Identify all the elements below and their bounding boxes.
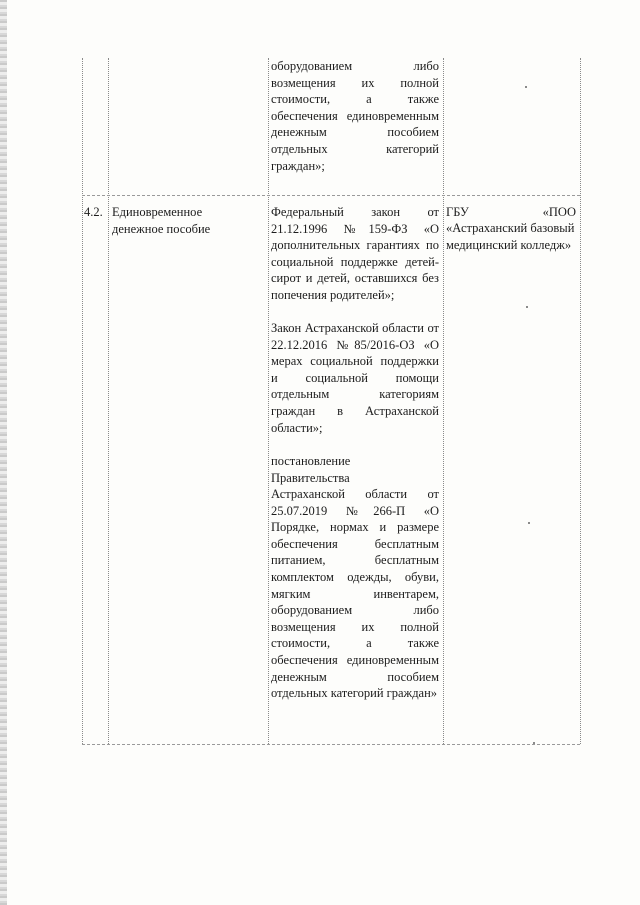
table-border-left <box>82 58 83 744</box>
continued-legal-basis: оборудованием либо возмещения их полной стоимости, а также обеспечения единовременным денежным пособием отдельных категорий граждан»; <box>271 59 439 173</box>
scan-speck <box>526 306 528 308</box>
benefit-name: Единовременное денежное пособие <box>112 205 211 236</box>
scan-speck <box>528 522 530 524</box>
legal-basis-federal-law: Федеральный закон от 21.12.1996 №159-ФЗ «О дополнительных гарантиях по социальной поддержке детей-сирот и детей, оставшихся без попечения родителей»; <box>271 205 439 302</box>
table-border-number <box>108 58 109 744</box>
scan-edge-artifact <box>0 0 7 905</box>
row-divider <box>82 195 580 196</box>
row-number: 4.2. <box>84 205 103 219</box>
legal-basis-resolution: Астраханской области от 25.07.2019 №266-П «О Порядке, нормах и размере обеспечения бесплатным питанием, бесплатным комплектом одежды, обуви, мягким инвентарем, оборудованием либо возмещения их полной стоимости, а также обеспечения единовременным денежным пособием отдельных категорий граждан» <box>271 487 439 701</box>
legal-basis-government-word: Правительства <box>271 471 350 485</box>
table-border-right <box>580 58 581 744</box>
provider-name-rest: «Астраханский базовый медицинский колледж» <box>446 221 575 252</box>
scan-speck <box>525 86 527 88</box>
legal-basis-resolution-word: постановление <box>271 454 351 468</box>
scan-speck <box>533 742 535 744</box>
table-border-benefit <box>268 58 269 744</box>
provider-name-line1: ГБУ «ПОО <box>446 205 576 219</box>
legal-basis-regional-law: Закон Астраханской области от 22.12.2016 №85/2016-ОЗ «О мерах социальной поддержки и социальной помощи отдельным категориям граждан в Астраханской области»; <box>271 321 439 435</box>
table-bottom-border <box>82 744 580 745</box>
table-border-legal <box>443 58 444 744</box>
